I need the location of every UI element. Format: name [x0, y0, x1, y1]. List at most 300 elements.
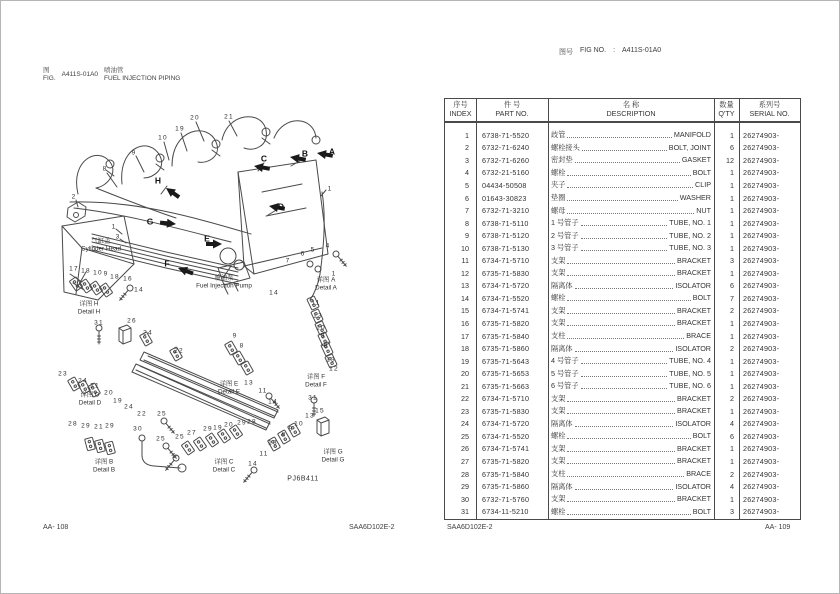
description-cn: 支架 [551, 393, 566, 403]
cell-qty: 6 [730, 281, 734, 291]
description-cn: 夹子 [551, 180, 566, 190]
cell-serial: 26274903- [743, 206, 780, 216]
cell-description [548, 369, 714, 379]
part-callout: 27 [187, 429, 197, 437]
part-callout: 24 [124, 403, 134, 411]
cell-serial: 26274903- [743, 318, 780, 328]
part-callout: 9 [103, 270, 109, 278]
table-row [445, 204, 800, 217]
description-en: MANIFOLD [673, 130, 711, 140]
cell-description [548, 406, 714, 416]
view-letter: D [277, 201, 285, 212]
col-qty: 数量 Q'TY [718, 100, 735, 118]
cell-serial: 26274903- [743, 419, 780, 429]
description-cn: 支柱 [551, 469, 566, 479]
description-cn: 支架 [551, 268, 566, 278]
cell-index: 26 [461, 444, 469, 454]
part-callout: 8 [102, 165, 108, 173]
table-row [445, 305, 800, 318]
description-en: BOLT [692, 293, 711, 303]
cylinder-head-annotation: 气缸盖 Cylinder Head [81, 237, 121, 252]
cell-description [548, 155, 714, 165]
description-en: BOLT, JOINT [668, 142, 711, 152]
dotted-leader [567, 444, 675, 452]
cell-index: 24 [461, 419, 469, 429]
part-callout: 13 [305, 412, 315, 420]
detail-label [322, 448, 345, 463]
cell-qty: 1 [730, 456, 734, 466]
table-row [445, 480, 800, 493]
figure-number: A411S-01A0 [61, 71, 99, 78]
cell-part-no: 6735-71-5653 [482, 369, 530, 379]
column-divider [739, 99, 740, 519]
dotted-leader [567, 456, 675, 464]
table-row [445, 430, 800, 443]
table-row [445, 330, 800, 343]
description-en: TUBE, NO. 1 [669, 218, 711, 228]
cell-description [548, 507, 714, 517]
part-callout: 14 [269, 289, 279, 297]
cell-qty: 2 [730, 344, 734, 354]
dotted-leader [581, 231, 668, 239]
cell-index: 31 [461, 507, 469, 517]
cell-part-no: 6734-11-5210 [482, 507, 529, 517]
description-en: BRACKET [677, 268, 711, 278]
cell-serial: 26274903- [743, 180, 780, 190]
footer-model-right: SAA6D102E-2 [447, 524, 493, 531]
cell-description [548, 243, 714, 253]
part-callout: 23 [58, 370, 68, 378]
table-row [445, 142, 800, 155]
part-callout: 9 [232, 332, 238, 340]
cell-part-no: 6735-71-5860 [482, 344, 530, 354]
cell-description [548, 180, 714, 190]
detail-label-cn: 详图 B [94, 458, 114, 466]
part-callout: 9 [320, 332, 326, 340]
description-en: TUBE, NO. 3 [669, 243, 711, 253]
table-row [445, 154, 800, 167]
cell-part-no: 6735-71-5840 [482, 469, 530, 479]
description-en: BRACKET [677, 443, 711, 453]
table-row [445, 493, 800, 506]
cell-serial: 26274903- [743, 243, 780, 253]
detail-label-cn: 详图 A [316, 276, 336, 284]
part-callout: 7 [285, 257, 291, 265]
description-cn: 隔离体 [551, 280, 573, 290]
description-en: NUT [696, 205, 711, 215]
cell-description [548, 482, 714, 492]
cell-index: 29 [461, 482, 469, 492]
footer-model-left: SAA6D102E-2 [349, 524, 395, 531]
description-cn: 隔离体 [551, 418, 573, 428]
part-callout: 10 [316, 324, 326, 332]
part-callout: 29 [81, 422, 91, 430]
dotted-leader [567, 193, 677, 201]
detail-label-cn: 详图 E [219, 380, 239, 388]
description-en: ISOLATOR [675, 343, 711, 353]
cell-description [548, 306, 714, 316]
description-cn: 4 号管子 [551, 356, 579, 366]
part-callout: 8 [239, 342, 245, 350]
cell-qty: 1 [730, 130, 734, 140]
part-callout: 9 [131, 149, 137, 157]
figure-title-en: FUEL INJECTION PIPING [104, 75, 181, 82]
description-cn: 支架 [551, 406, 566, 416]
view-letter: B [301, 148, 309, 159]
description-en: BRACKET [677, 406, 711, 416]
table-row [445, 342, 800, 355]
description-cn: 密封垫 [551, 155, 573, 165]
cell-description [548, 494, 714, 504]
part-callout: 1 [327, 185, 333, 193]
cell-part-no: 6734-71-5520 [482, 293, 530, 303]
description-cn: 支架 [551, 305, 566, 315]
part-callout: 8 [323, 342, 329, 350]
parts-table [444, 98, 801, 520]
detail-label-cn: 详图 D [80, 391, 100, 399]
description-en: GASKET [681, 155, 711, 165]
cell-qty: 1 [730, 318, 734, 328]
detail-label-en: Detail B [92, 466, 116, 473]
dotted-leader [567, 180, 693, 188]
part-callout: 31 [308, 394, 318, 402]
dotted-leader [567, 306, 675, 314]
cell-serial: 26274903- [743, 281, 780, 291]
detail-label-en: Detail C [212, 466, 236, 473]
fig-no-header [559, 47, 661, 57]
cell-qty: 1 [730, 406, 734, 416]
cell-part-no: 6732-71-6240 [482, 143, 530, 153]
column-divider [548, 99, 549, 519]
dotted-leader [567, 431, 690, 439]
table-row [445, 280, 800, 293]
dotted-leader [567, 256, 675, 264]
fig-label-en: FIG. [43, 75, 56, 82]
description-en: BRACKET [677, 318, 711, 328]
dotted-leader [581, 218, 668, 226]
cell-index: 1 [465, 130, 469, 140]
dotted-leader [567, 469, 684, 477]
cell-index: 2 [465, 143, 469, 153]
fuel-pump-annotation: 喷油泵 Fuel Injection Pump [196, 274, 252, 289]
detail-label [213, 458, 235, 473]
dotted-leader [567, 406, 675, 414]
detail-label-en: Detail E [217, 388, 241, 395]
description-en: ISOLATOR [675, 280, 711, 290]
cell-index: 30 [461, 494, 469, 504]
description-cn: 支架 [551, 456, 566, 466]
table-row [445, 317, 800, 330]
part-callout: 20 [190, 114, 200, 122]
description-en: WASHER [679, 193, 711, 202]
description-en: TUBE, NO. 6 [669, 381, 711, 391]
table-row [445, 505, 800, 518]
cell-description [548, 130, 714, 140]
part-callout: 3 [115, 233, 121, 241]
cell-part-no: 6738-71-5120 [482, 231, 530, 241]
part-callout: 31 [94, 319, 104, 327]
cell-description [548, 231, 714, 241]
cell-serial: 26274903- [743, 331, 780, 341]
table-row [445, 367, 800, 380]
part-callout: 22 [174, 347, 184, 355]
dotted-leader [575, 419, 674, 427]
cell-description [548, 281, 714, 291]
part-callout: 18 [81, 267, 91, 275]
table-row [445, 129, 800, 142]
cell-part-no: 6734-71-5741 [482, 306, 530, 316]
cell-qty: 1 [730, 268, 734, 278]
cell-description [548, 218, 714, 228]
dotted-leader [567, 494, 675, 502]
cell-index: 8 [465, 218, 469, 228]
detail-label-cn: 详图 F [306, 373, 326, 381]
description-cn: 支柱 [551, 331, 566, 341]
cell-index: 10 [461, 243, 469, 253]
cell-serial: 26274903- [743, 231, 780, 241]
part-callout: 5 [310, 246, 316, 254]
part-callout: 20 [224, 421, 234, 429]
part-callout: 13 [326, 356, 336, 364]
table-row [445, 443, 800, 456]
table-row [445, 242, 800, 255]
part-callout: 28 [68, 420, 78, 428]
part-callout: 25 [157, 410, 167, 418]
part-callout: 12 [329, 365, 339, 373]
cell-part-no: 6734-71-5520 [482, 431, 530, 441]
description-cn: 螺栓接头 [551, 142, 580, 152]
view-arrows [160, 146, 336, 278]
cell-description [548, 256, 714, 266]
view-letter: F [164, 258, 170, 269]
part-callout: 13 [244, 379, 254, 387]
column-divider [714, 99, 715, 519]
cell-qty: 2 [730, 306, 734, 316]
cell-part-no: 6735-71-5840 [482, 331, 530, 341]
description-en: BRACKET [677, 494, 711, 504]
cell-qty: 2 [730, 394, 734, 404]
cell-serial: 26274903- [743, 218, 780, 228]
cell-serial: 26274903- [743, 456, 780, 466]
dotted-leader [567, 268, 675, 276]
part-callout: 8 [281, 431, 287, 439]
description-en: BRACKET [677, 255, 711, 265]
detail-label-en: Detail D [78, 399, 102, 406]
cell-part-no: 6735-71-5820 [482, 456, 530, 466]
cell-index: 12 [461, 268, 469, 278]
cell-qty: 1 [730, 168, 734, 178]
cell-qty: 1 [730, 331, 734, 341]
detail-label-cn: 详图 C [214, 458, 234, 466]
table-header [445, 99, 800, 123]
part-callout: 1 [331, 270, 337, 278]
cell-serial: 26274903- [743, 444, 780, 454]
detail-label-cn: 详图 H [79, 300, 99, 308]
cell-serial: 26274903- [743, 394, 780, 404]
cell-description [548, 469, 714, 479]
part-callout: 19 [175, 125, 185, 133]
dotted-leader [567, 507, 690, 515]
cell-index: 5 [465, 180, 469, 190]
part-callout: 25 [156, 435, 166, 443]
dotted-leader [575, 281, 674, 289]
cell-description [548, 394, 714, 404]
description-en: BOLT [692, 167, 711, 177]
table-row [445, 192, 800, 205]
dotted-leader [581, 381, 668, 389]
cell-description [548, 318, 714, 328]
description-en: TUBE, NO. 5 [669, 368, 711, 378]
part-callout: 24 [143, 329, 153, 337]
cell-qty: 12 [726, 155, 734, 165]
drawing-number: PJ6B411 [287, 475, 319, 483]
part-callout: 20 [104, 389, 114, 397]
cell-qty: 3 [730, 256, 734, 266]
cell-part-no: 6734-71-5741 [482, 444, 530, 454]
cell-qty: 1 [730, 206, 734, 216]
description-en: ISOLATOR [675, 481, 711, 491]
figure-header [43, 67, 180, 83]
part-callout: 10 [294, 420, 304, 428]
column-divider [476, 99, 477, 519]
cell-part-no: 6735-71-5663 [482, 381, 530, 391]
view-letter: H [154, 175, 162, 186]
cell-serial: 26274903- [743, 369, 780, 379]
dotted-leader [567, 394, 675, 402]
cell-index: 4 [465, 168, 469, 178]
cell-part-no: 6738-71-5520 [482, 130, 530, 140]
cell-serial: 26274903- [743, 143, 780, 153]
cell-description [548, 444, 714, 454]
cell-part-no: 6735-71-5820 [482, 318, 530, 328]
fig-label-cn: 图 [43, 67, 50, 74]
cell-serial: 26274903- [743, 381, 780, 391]
description-cn: 螺栓 [551, 167, 566, 177]
table-row [445, 267, 800, 280]
description-cn: 支架 [551, 255, 566, 265]
part-callout: 19 [113, 397, 123, 405]
cell-description [548, 206, 714, 216]
dotted-leader [567, 318, 675, 326]
part-callout: 16 [123, 275, 133, 283]
description-cn: 支架 [551, 318, 566, 328]
cell-serial: 26274903- [743, 256, 780, 266]
cell-qty: 1 [730, 218, 734, 228]
table-row [445, 229, 800, 242]
description-cn: 螺母 [551, 205, 566, 215]
description-en: BRACE [686, 331, 711, 341]
dotted-leader [575, 482, 674, 490]
cell-index: 23 [461, 406, 469, 416]
description-cn: 垫圈 [551, 193, 566, 202]
cell-description [548, 381, 714, 391]
cell-index: 17 [461, 331, 469, 341]
dotted-leader [582, 143, 667, 151]
part-callout: 1 [111, 223, 117, 231]
cell-description [548, 193, 714, 203]
cell-part-no: 6735-71-5830 [482, 406, 530, 416]
cell-qty: 1 [730, 381, 734, 391]
cell-qty: 4 [730, 482, 734, 492]
dotted-leader [567, 331, 684, 339]
table-row [445, 392, 800, 405]
dotted-leader [575, 155, 680, 163]
part-callout: 24 [78, 377, 88, 385]
view-letter: E [204, 233, 210, 244]
table-row [445, 455, 800, 468]
table-row [445, 418, 800, 431]
cell-description [548, 356, 714, 366]
description-en: TUBE, NO. 2 [669, 230, 711, 240]
part-callout: 21 [94, 423, 104, 431]
cell-serial: 26274903- [743, 130, 780, 140]
cell-part-no: 6735-71-5860 [482, 482, 530, 492]
cell-part-no: 01643-30823 [482, 193, 527, 203]
part-callout: 11 [311, 299, 321, 307]
cell-serial: 26274903- [743, 193, 780, 203]
cell-description [548, 331, 714, 341]
cell-index: 27 [461, 456, 469, 466]
cell-part-no: 6732-21-5160 [482, 168, 530, 178]
description-cn: 2 号管子 [551, 230, 579, 240]
part-callout: 13 [268, 439, 278, 447]
part-callout: 13 [313, 312, 323, 320]
detail-label-cn: 详图 G [323, 448, 343, 456]
cell-serial: 26274903- [743, 155, 780, 165]
cell-description [548, 168, 714, 178]
cell-part-no: 6734-71-5710 [482, 256, 530, 266]
table-row [445, 167, 800, 180]
view-letter: A [328, 146, 336, 157]
part-callout: 17 [69, 265, 79, 273]
cell-qty: 3 [730, 507, 734, 517]
part-callout: 21 [224, 113, 234, 121]
part-callout: 15 [315, 407, 325, 415]
cell-index: 7 [465, 206, 469, 216]
part-callout: 4 [325, 242, 331, 250]
cell-serial: 26274903- [743, 431, 780, 441]
cell-qty: 1 [730, 231, 734, 241]
cell-part-no: 6738-71-5130 [482, 243, 530, 253]
fig-no-label-cn: 图号 [559, 49, 573, 56]
cell-part-no: 6732-71-6260 [482, 155, 530, 165]
table-row [445, 405, 800, 418]
cell-qty: 6 [730, 143, 734, 153]
description-en: TUBE, NO. 4 [669, 356, 711, 366]
cell-part-no: 04434-50508 [482, 180, 527, 190]
dotted-leader [575, 344, 674, 352]
cell-index: 21 [461, 381, 469, 391]
cell-part-no: 6734-71-5720 [482, 419, 530, 429]
part-callout: 11 [258, 387, 268, 395]
cell-description [548, 431, 714, 441]
description-cn: 支架 [551, 443, 566, 453]
description-cn: 歧管 [551, 130, 566, 140]
cell-index: 6 [465, 193, 469, 203]
col-description: 名 称 DESCRIPTION [606, 100, 656, 118]
dotted-leader [581, 369, 668, 377]
footer-page-right: AA- 109 [765, 524, 791, 531]
cell-index: 18 [461, 344, 469, 354]
cell-part-no: 6734-71-5710 [482, 394, 530, 404]
cell-description [548, 268, 714, 278]
description-cn: 1 号管子 [551, 218, 579, 228]
part-callout: 28 [247, 418, 257, 426]
table-row [445, 468, 800, 481]
exploded-diagram [26, 96, 436, 516]
part-callout: 14 [268, 398, 278, 406]
part-callout: 25 [175, 433, 185, 441]
